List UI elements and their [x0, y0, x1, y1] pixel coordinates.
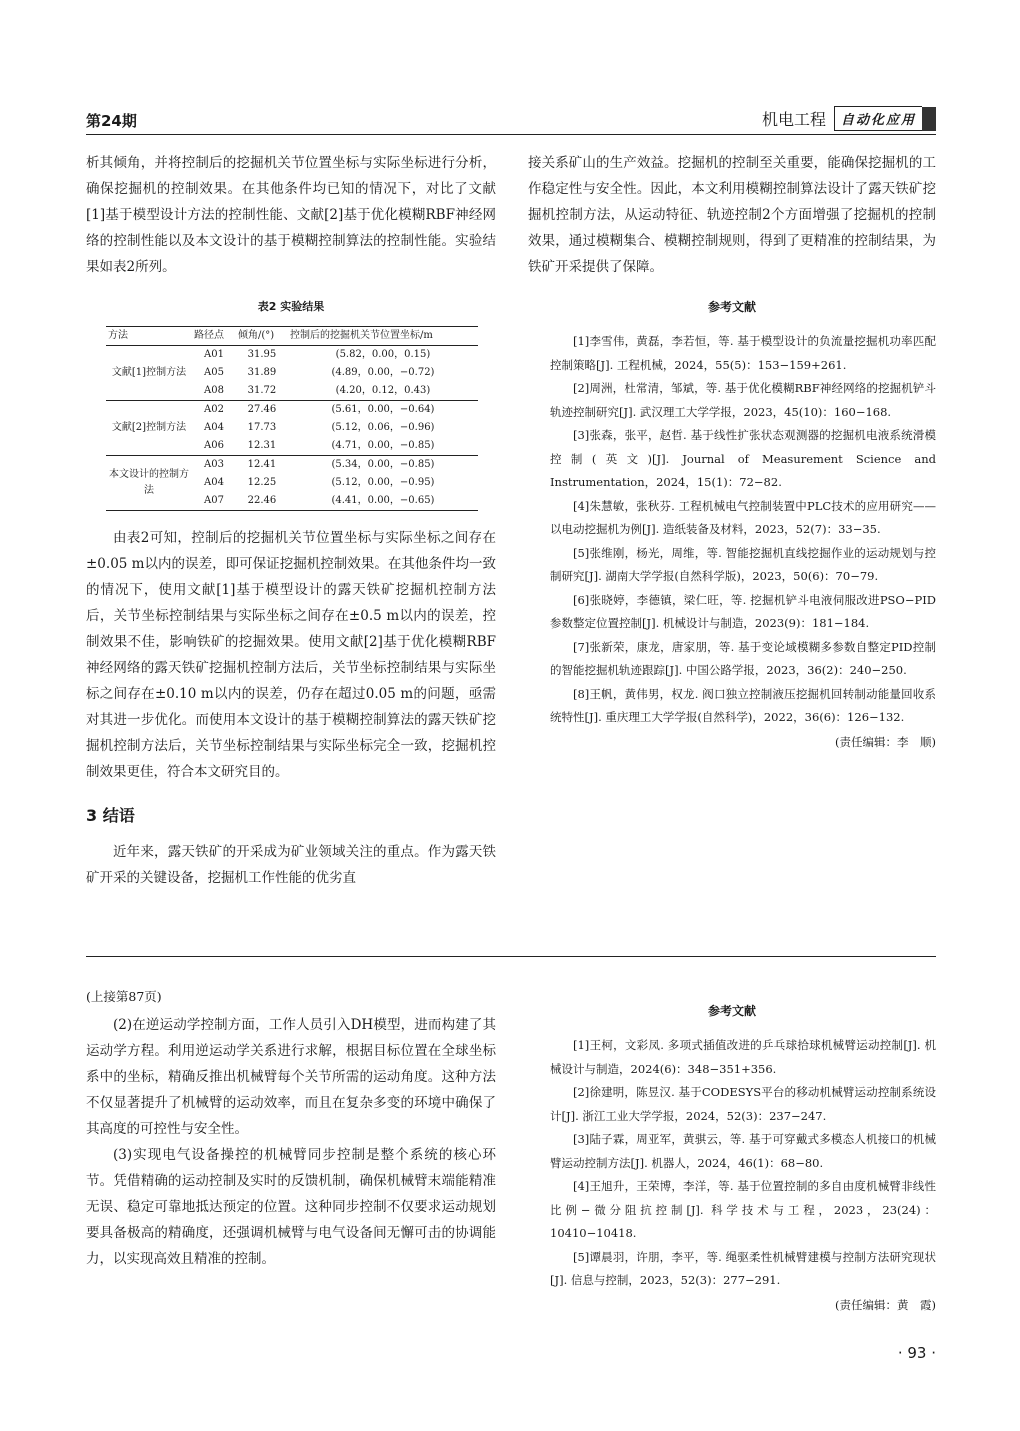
table-cell: (4.71，0.00，−0.85)	[288, 437, 478, 456]
journal-name: 机电工程	[761, 110, 826, 129]
table-cell: 12.31	[236, 437, 288, 456]
table-cell: A04	[204, 477, 224, 488]
table-cell: 17.73	[247, 422, 277, 433]
table-caption: 表2 实验结果	[257, 300, 325, 313]
paragraph: (2)在逆运动学控制方面，工作人员引入DH模型，进而构建了其运动学方程。利用逆运动学关系进行求解，根据目标位置在全球坐标系中的坐标，精确反推出机械臂每个关节所需的运动角度。这种方法不仅显著提升了机械臂的运动效率，而且在复杂多变的环境中确保了其高度的可控性与安全性。	[86, 1017, 496, 1137]
reference-item: [8]王帆，黄伟男，权龙. 阀口独立控制液压挖掘机回转制动能量回收系统特性[J]. 重庆理工大学学报(自然科学)，2022，36(6)：126−132.	[550, 686, 936, 724]
reference-item: [5]张维刚，杨光，周维，等. 智能挖掘机直线挖掘作业的运动规划与控制研究[J]. 湖南大学学报(自然科学版)，2023，50(6)：70−79.	[550, 545, 936, 583]
paragraph: 由表2可知，控制后的挖掘机关节位置坐标与实际坐标之间存在±0.05 m以内的误差，即可保证挖掘机控制效果。在其他条件均一致的情况下，使用文献[1]基于模型设计的露天铁矿挖掘机控制方法后，关节坐标控制结果与实际坐标之间存在±0.5 m以内的误差，控制效果不佳，影响铁矿的挖掘效果。使用文献[2]基于优化模糊RBF神经网络的露天铁矿挖掘机控制方法后，关节坐标控制结果与实际坐标之间存在±0.10 m以内的误差，仍存在超过0.05 m的问题，亟需对其进一步优化。而使用本文设计的基于模糊控制算法的露天铁矿挖掘机控制方法后，关节坐标控制结果与实际坐标完全一致，挖掘机控制效果更佳，符合本文研究目的。	[86, 530, 496, 780]
table-cell: (5.12，0.06，−0.96)	[331, 422, 435, 433]
left-column-top	[86, 150, 496, 891]
right-column-top	[528, 150, 936, 754]
table-cell: (5.82，0.00，0.15)	[335, 349, 431, 360]
page-number: · 93 ·	[897, 1344, 936, 1362]
reference-item: [4]王旭升，王荣博，李洋，等. 基于位置控制的多自由度机械臂非线性比例−微分阻抗控制[J]. 科学技术与工程，2023，23(24)：10410−10418.	[550, 1179, 936, 1240]
table-cell: A03	[204, 459, 224, 470]
reference-item: [2]周洲，杜常清，邹斌，等. 基于优化模糊RBF神经网络的挖掘机铲斗轨迹控制研究[J]. 武汉理工大学学报，2023，45(10)：160−168.	[550, 381, 936, 419]
paragraph: 近年来，露天铁矿的开采成为矿业领域关注的重点。作为露天铁矿开采的关键设备，挖掘机工作性能的优劣直	[86, 844, 496, 886]
table-cell: (5.34，0.00，−0.85)	[331, 459, 435, 470]
header-rule	[86, 134, 936, 135]
table-cell: (4.20，0.12，0.43)	[288, 382, 478, 401]
reference-item: [7]张新荣，康龙，唐家朋，等. 基于变论域模糊多参数自整定PID控制的智能挖掘机轨迹跟踪[J]. 中国公路学报，2023，36(2)：240−250.	[550, 639, 936, 677]
table-cell: 12.25	[247, 477, 277, 488]
table-cell: (4.41，0.00，−0.65)	[288, 492, 478, 511]
section-title: 3 结语	[86, 806, 135, 825]
table-cell: (4.89，0.00，−0.72)	[331, 367, 435, 378]
table-header-cell: 路径点	[192, 327, 236, 346]
table-cell: 12.41	[247, 459, 277, 470]
article-separator	[86, 956, 936, 957]
references-title: 参考文献	[707, 1004, 756, 1018]
paragraph: 接关系矿山的生产效益。挖掘机的控制至关重要，能确保挖掘机的工作稳定性与安全性。因此，本文利用模糊控制算法设计了露天铁矿挖掘机控制方法，从运动特征、轨迹控制2个方面增强了挖掘机的控制效果，通过模糊集合、模糊控制规则，得到了更精准的控制结果，为铁矿开采提供了保障。	[528, 155, 936, 275]
method-cell: 文献[1]控制方法	[106, 346, 192, 401]
reference-item: [3]张森，张平，赵哲. 基于线性扩张状态观测器的挖掘机电液系统滑模控制(英文)[J]. Journal of Measurement Science and Instrumentation，2024，15(1)：72−82.	[550, 428, 936, 489]
reference-item: [6]张晓婷，李德镇，梁仁旺，等. 挖掘机铲斗电液伺服改进PSO−PID参数整定位置控制[J]. 机械设计与制造，2023(9)：181−184.	[550, 592, 936, 630]
table-cell: (5.61，0.00，−0.64)	[331, 404, 435, 415]
running-header	[762, 106, 936, 131]
table-header-cell: 倾角/(°)	[236, 327, 288, 346]
table-cell: A06	[192, 437, 236, 456]
reference-item: [1]李雪伟，黄磊，李若恒，等. 基于模型设计的负流量挖掘机功率匹配控制策略[J]. 工程机械，2024，55(5)：153−159+261.	[550, 334, 936, 372]
right-column-bottom	[528, 998, 936, 1317]
table-row	[106, 456, 478, 475]
method-cell: 本文设计的控制方法	[106, 456, 192, 511]
table-cell: (5.12，0.00，−0.95)	[331, 477, 435, 488]
reference-item: [2]徐建明，陈昱汉. 基于CODESYS平台的移动机械臂运动控制系统设计[J]. 浙江工业大学学报，2024，52(3)：237−247.	[550, 1085, 936, 1123]
table-header-row	[106, 327, 478, 346]
reference-item: [1]王柯，文彩凤. 多项式插值改进的乒乓球拾球机械臂运动控制[J]. 机械设计与制造，2024(6)：348−351+356.	[550, 1038, 936, 1076]
table-cell: A07	[192, 492, 236, 511]
table-cell: A05	[204, 367, 224, 378]
responsible-editor: (责任编辑：李 顺)	[835, 734, 936, 749]
method-cell: 文献[2]控制方法	[106, 401, 192, 456]
table-cell: A04	[204, 422, 224, 433]
paragraph: 析其倾角，并将控制后的挖掘机关节位置坐标与实际坐标进行分析，确保挖掘机的控制效果。在其他条件均已知的情况下，对比了文献[1]基于模型设计方法的控制性能、文献[2]基于优化模糊RBF神经网络的控制性能以及本文设计的基于模糊控制算法的控制性能。实验结果如表2所列。	[86, 155, 496, 275]
left-column-bottom	[86, 986, 496, 1272]
table-row	[106, 346, 478, 365]
results-table	[106, 326, 478, 511]
table-header-cell: 控制后的挖掘机关节位置坐标/m	[288, 327, 478, 346]
header-bar	[922, 107, 936, 131]
table-cell: 31.72	[236, 382, 288, 401]
table-cell: 31.89	[247, 367, 277, 378]
reference-item: [4]朱慧敏，张秋芬. 工程机械电气控制装置中PLC技术的应用研究——以电动挖掘机为例[J]. 造纸装备及材料，2023，52(7)：33−35.	[550, 498, 936, 536]
table-row	[106, 401, 478, 420]
table-cell: 22.46	[236, 492, 288, 511]
table-cell: 31.95	[247, 349, 277, 360]
continued-note: (上接第87页)	[86, 989, 162, 1004]
table-cell: 27.46	[247, 404, 277, 415]
table-cell: A02	[204, 404, 224, 415]
reference-item: [5]谭晨羽，许朋，李平，等. 绳驱柔性机械臂建模与控制方法研究现状[J]. 信息与控制，2023，52(3)：277−291.	[550, 1249, 936, 1287]
table-header-cell: 方法	[106, 327, 192, 346]
references-title: 参考文献	[707, 300, 756, 314]
table-cell: A08	[192, 382, 236, 401]
table-cell: A01	[204, 349, 224, 360]
issue-number: 第24期	[86, 112, 137, 130]
reference-item: [3]陆子霖，周亚军，黄骐云，等. 基于可穿戴式多模态人机接口的机械臂运动控制方法[J]. 机器人，2024，46(1)：68−80.	[550, 1132, 936, 1170]
responsible-editor: (责任编辑：黄 霞)	[835, 1297, 936, 1312]
paragraph: (3)实现电气设备操控的机械臂同步控制是整个系统的核心环节。凭借精确的运动控制及实时的反馈机制，确保机械臂末端能精准无误、稳定可靠地抵达预定的位置。这种同步控制不仅要求运动规划要具备极高的精确度，还强调机械臂与电气设备间无懈可击的协调能力，以实现高效且精准的控制。	[86, 1147, 496, 1267]
column-name: 自动化应用	[834, 106, 922, 131]
